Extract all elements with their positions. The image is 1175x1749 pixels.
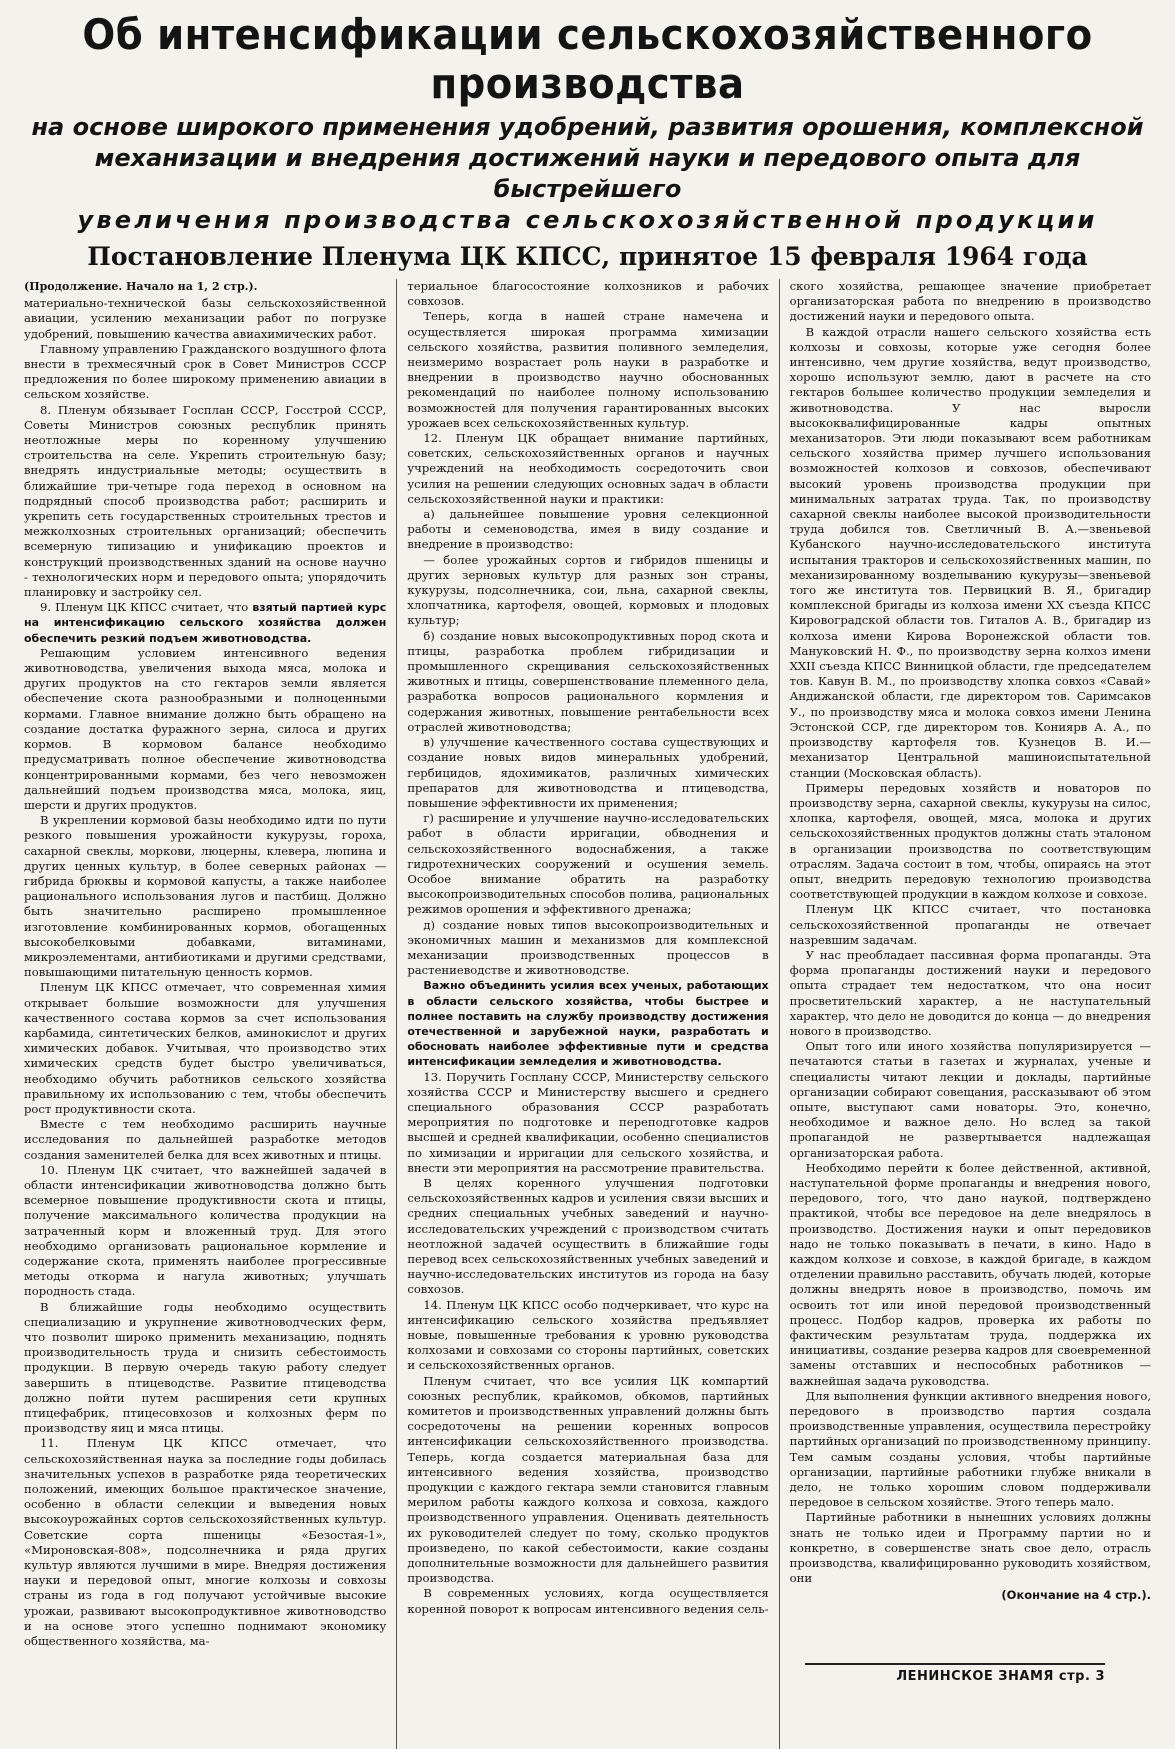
paragraph: В ближайшие годы необходимо осуществить специализацию и укрупнение животноводческих ферм, что позволит широко применить механизацию, поднять производительность труда и снизить себестоимость продукции. В первую очередь такую работу следует завершить в птицеводстве. Развитие птицеводства должно пойти путем расширения сети крупных птицефабрик, птицесовхозов и колхозных ферм по производству яиц и мяса птицы. [24, 1299, 387, 1436]
page-title: Об интенсификации сельскохозяйственного производства [82, 10, 1093, 108]
paragraph: Примеры передовых хозяйств и новаторов по производству зерна, сахарной свеклы, кукурузы на силос, хлопка, картофеля, овощей, мяса, молока и других сельскохозяйственных продуктов должны стать эталоном в организации производства по соответствующим отраслям. Задача состоит в том, чтобы, опираясь на этот опыт, внедрить передовую технологию производства соответствующей продукции в каждом колхозе и совхозе. [789, 780, 1151, 902]
paragraph: Главному управлению Гражданского воздушного флота внести в трехмесячный срок в Совет Министров СССР предложения по более широкому применению авиации в сельском хозяйстве. [24, 341, 387, 402]
paragraph: Пленум считает, что все усилия ЦК компартий союзных республик, крайкомов, обкомов, партийных комитетов и производственных управлений должны быть сосредоточены на решении коренных вопросов интенсификации сельскохозяйственного производства. Теперь, когда создается материальная база для интенсивного ведения хозяйства, производство продукции с каждого гектара земли становится главным мерилом работы каждого колхоза и совхоза, каждого производственного управления. Оценивать деятельность их руководителей следует по тому, сколько продуктов произведено, по какой себестоимости, какие созданы дополнительные возможности для дальнейшего развития производства. [407, 1373, 769, 1586]
paragraph: В целях коренного улучшения подготовки сельскохозяйственных кадров и усиления связи высших и средних специальных учебных заведений и научно-исследовательских учреждений с производством считать неотложной задачей осуществить в ближайшие годы перевод всех сельскохозяйственных учебных заведений и научно-исследовательских институтов из города на базу совхозов. [407, 1175, 769, 1297]
paragraph: В современных условиях, когда осуществляется коренной поворот к вопросам интенсивного ведения сель- [407, 1586, 769, 1616]
paragraph: Для выполнения функции активного внедрения нового, передового в производство партия создала производственные управления, осуществила перестройку партийных организаций по производственному принципу. Тем самым созданы условия, чтобы партийные организации, партийные работники глубже вникали в дело, не только хорошим словом поддерживали передовое в сельском хозяйстве. Этого теперь мало. [789, 1388, 1151, 1510]
paragraph-9 [24, 600, 386, 646]
subtitle-line-2: механизации и внедрения достижений науки и передового опыта для быстрейшего [94, 144, 1081, 203]
paragraph: Вместе с тем необходимо расширить научные исследования по дальнейшей разработке методов создания заменителей белка для всех животных и птицы. [24, 1117, 387, 1162]
paragraph: 11. Пленум ЦК КПСС отмечает, что сельскохозяйственная наука за последние годы добилась значительных успехов в разработке ряда теоретических положений, имеющих большое практическое значение, особенно в области селекции и выведения новых высокоурожайных сортов сельскохозяйственных культур. Советские сорта пшеницы «Безостая-1», «Мироновская-808», подсолнечника и ряда других культур являются лучшими в мире. Внедряя достижения науки и передовой опыт, многие колхозы и совхозы страны из года в год получают устойчивые высокие урожаи, развивают высокопродуктивное животноводство и на основе этого успешно поднимают экономику общественного хозяйства, ма- [24, 1436, 387, 1649]
paragraph: 8. Пленум обязывает Госплан СССР, Госстрой СССР, Советы Министров союзных республик принять неотложные меры по коренному улучшению строительства на селе. Укрепить строительную базу; внедрять индустриальные методы; осуществить в ближайшие три-четыре года переход в основном на подрядный способ производства работ; расширить и укрепить сеть государственных строительных трестов и межколхозных строительных организаций; обеспечить всемерную типизацию и унификацию проектов и конструкций производственных зданий на основе научно - технологических норм и передового опыта; упорядочить планировку и застройку сел. [24, 402, 387, 600]
paragraph: в) улучшение качественного состава существующих и создание новых видов минеральных удобрений, гербицидов, ядохимикатов, различных химических препаратов для животноводства и птицеводства, повышение эффективности их применения; [407, 735, 769, 810]
article-columns [14, 279, 1161, 1749]
paragraph-emphasis: Важно объединить усилия всех ученых, работающих в области сельского хозяйства, чтобы быстрее и полнее поставить на службу производству достижения отечественной и зарубежной науки, разработать и обосновать наиболее эффективные пути и средства интенсификации земледелия и животноводства. [407, 979, 769, 1069]
paragraph: У нас преобладает пассивная форма пропаганды. Эта форма пропаганды достижений науки и передового опыта страдает тем недостатком, что она носит просветительский характер, а не наступательный характер, что дело не доводится до конца — до внедрения нового в производство. [789, 947, 1151, 1038]
paragraph: Необходимо перейти к более действенной, активной, наступательной форме пропаганды и внедрения нового, передового, того, что дано наукой, подтверждено практикой, чтобы все передовое на деле внедрялось в производство. Достижения науки и опыт передовиков надо не только показывать в печати, в кино. Надо в каждом колхозе и совхозе, в каждой бригаде, в каждом отделении правильно расставить, обучать людей, которые должны внедрять новое в производство, помочь им освоить тот или иной передовой производственный процесс. Подбор кадров, проверка их работы по фактическим результатам труда, поддержка их инициативы, создание резерва кадров для своевременной замены отставших и неспособных работников — важнейшая задача руководства. [789, 1160, 1151, 1388]
paragraph: В каждой отрасли нашего сельского хозяйства есть колхозы и совхозы, которые уже сегодня более интенсивно, чем другие хозяйства, ведут производство, хорошо используют землю, дают в расчете на сто гектаров большее количество продукции земледелия и животноводства. У нас выросли высококвалифицированные кадры опытных механизаторов. Эти люди показывают всем работникам сельского хозяйства пример лучшего использования возможностей колхозов и совхозов, обеспечивают высокий уровень производства продукции при минимальных затратах труда. Так, по производству сахарной свеклы наиболее высокой производительности труда добился тов. Светличный В. А.—звеньевой Кубанского научно-исследовательского института испытания тракторов и сельскохозяйственных машин, по механизированному возделыванию кукурузы—звеньевой того же института тов. Первицкий В. Я., бригадир комплексной бригады из колхоза имени XX съезда КПСС Кировоградской области тов. Гиталов А. В., бригадир из колхоза имени Кирова Воронежской области тов. Мануковский Н. Ф., по производству зерна колхоз имени XXII съезда КПСС Винницкой области, где председателем тов. Кавун В. М., по производству хлопка совхоз «Савай» Андижанской области, где директором тов. Саримсаков У., по производству мяса и молока совхоз имени Ленина Эстонской ССР, где директором тов. Кониярв А. А., по производству картофеля тов. Кузнецов В. И.—механизатор Центральной машиноиспытательной станции (Московская область). [789, 324, 1151, 780]
paragraph: 13. Поручить Госплану СССР, Министерству сельского хозяйства СССР и Министерству высшего и среднего специального образования СССР разработать мероприятия по подготовке и переподготовке кадров высшей и средней квалификации, особенно специалистов по химизации и ирригации для сельского хозяйства, и внести эти мероприятия на рассмотрение правительства. [407, 1069, 769, 1175]
resolution-title: Постановление Пленума ЦК КПСС, принятое 15 февраля 1964 года [87, 242, 1088, 271]
page-footer: ЛЕНИНСКОЕ ЗНАМЯ стр. 3 [805, 1663, 1105, 1684]
paragraph: Партийные работники в нынешних условиях должны знать не только идеи и Программу партии но и конкретно, в совершенстве знать свое дело, отрасль производства, квалифицированно руководить хозяйством, они [789, 1510, 1151, 1586]
paragraph: 14. Пленум ЦК КПСС особо подчеркивает, что курс на интенсификацию сельского хозяйства предъявляет новые, повышенные требования к уровню руководства колхозами и совхозами со стороны партийных, советских и сельскохозяйственных органов. [407, 1297, 769, 1373]
subtitle-line-3: увеличения производства сельскохозяйственной продукции [77, 206, 1098, 234]
paragraph: д) создание новых типов высокопроизводительных и экономичных машин и механизмов для комплексной механизации производственных процессов в растениеводстве и животноводстве. [407, 917, 769, 978]
column-1 [14, 279, 396, 1749]
paragraph: б) создание новых высокопродуктивных пород скота и птицы, разработка проблем гибридизации и промышленного скрещивания сельскохозяйственных животных и птицы, совершенствование племенного дела, разработка вопросов рационального кормления и содержания животных, повышение рентабельности всех отраслей животноводства; [407, 628, 769, 734]
continued-on-note: (Окончание на 4 стр.). [1001, 1588, 1151, 1603]
paragraph: Пленум ЦК КПСС отмечает, что современная химия открывает большие возможности для улучшения качественного состава кормов за счет использования карбамида, синтетических белков, аминокислот и других химических добавок. Учитывая, что производство этих химических средств будет быстро увеличиваться, необходимо обучить работников сельского хозяйства правильному их использованию с тем, чтобы обеспечить рост продуктивности скота. [24, 980, 387, 1116]
paragraph: ского хозяйства, решающее значение приобретает организаторская работа по внедрению в производство достижений науки и передового опыта. [789, 279, 1151, 324]
paragraph: 12. Пленум ЦК обращает внимание партийных, советских, сельскохозяйственных органов и научных учреждений на необходимость сосредоточить свои усилия на решении следующих основных задач в области сельскохозяйственной науки и практики: [407, 431, 769, 506]
paragraph: Решающим условием интенсивного ведения животноводства, увеличения выхода мяса, молока и других продуктов на сто гектаров земли является обеспечение скота разнообразными и полноценными кормами. Главное внимание должно быть обращено на создание достатка фуражного зерна, силоса и других кормов. В кормовом балансе необходимо предусматривать полное обеспечение животноводства концентрированными кормами, без чего невозможен дальнейший подъем производства мяса, молока, яиц, шерсти и других продуктов. [24, 645, 387, 812]
paragraph-9-emphasis: взятый партией курс на интенсификацию сельского хозяйства должен обеспечить резкий подъем животноводства. [24, 601, 387, 645]
paragraph: — более урожайных сортов и гибридов пшеницы и других зерновых культур для разных зон страны, кукурузы, подсолнечника, сои, льна, сахарной свеклы, хлопчатника, картофеля, овощей, кормовых и плодовых культур; [407, 552, 769, 628]
paragraph: Пленум ЦК КПСС считает, что постановка сельскохозяйственной пропаганды не отвечает назревшим задачам. [789, 902, 1151, 947]
paragraph: г) расширение и улучшение научно-исследовательских работ в области ирригации, обводнения и сельскохозяйственного водоснабжения, а также гидротехнических сооружений и осушения земель. Особое внимание обратить на разработку высокопроизводительных способов полива, рациональных режимов орошения и эффективного дренажа; [407, 811, 769, 917]
paragraph: а) дальнейшее повышение уровня селекционной работы и семеноводства, имея в виду создание и внедрение в производство: [407, 507, 769, 552]
paragraph: 10. Пленум ЦК считает, что важнейшей задачей в области интенсификации животноводства должно быть всемерное повышение продуктивности скота и птицы, получение максимального количества продукции на затраченный корм и вложенный труд. Для этого необходимо организовать рациональное кормление и содержание скота, применять наиболее прогрессивные методы откорма и нагула животных; улучшать породность стада. [24, 1162, 387, 1299]
paragraph: Опыт того или иного хозяйства популяризируется — печатаются статьи в газетах и журналах, ученые и специалисты читают лекции и доклады, партийные организации собирают совещания, рассказывают об этом опыте, выступают сами новаторы. Это, конечно, необходимое и важное дело. Но вслед за такой пропагандой не развертывается надлежащая организаторская работа. [789, 1039, 1151, 1160]
subtitle-line-1: на основе широкого применения удобрений, развития орошения, комплексной [31, 113, 1144, 141]
continued-note: (Продолжение. Начало на 1, 2 стр.). [24, 280, 258, 293]
paragraph: материально-технической базы сельскохозяйственной авиации, усилению механизации работ по погрузке удобрений, повышению качества авиахимических работ. [24, 296, 387, 341]
paragraph: В укреплении кормовой базы необходимо идти по пути резкого повышения урожайности кукурузы, гороха, сахарной свеклы, моркови, люцерны, клевера, люпина и других ценных культур, в более северных районах — гибрида брюквы и кормовой капусты, а также наиболее рационального использования лугов и пастбищ. Должно быть значительно расширено промышленное изготовление комбинированных кормов, обогащенных высокобелковыми добавками, витаминами, микроэлементами, антибиотиками и другими средствами, повышающими питательную ценность кормов. [24, 813, 387, 980]
paragraph: Теперь, когда в нашей стране намечена и осуществляется широкая программа химизации сельского хозяйства, развития поливного земледелия, неизмеримо возрастает роль науки в разработке и внедрении в производство научно обоснованных рекомендаций по наиболее полному использованию возможностей для получения гарантированных высоких урожаев всех сельскохозяйственных культур. [407, 309, 769, 430]
paragraph-9-lead: 9. Пленум ЦК КПСС считает, что [40, 600, 253, 615]
column-3 [779, 279, 1161, 1749]
column-2 [396, 279, 778, 1749]
paragraph: териальное благосостояние колхозников и рабочих совхозов. [407, 279, 769, 309]
